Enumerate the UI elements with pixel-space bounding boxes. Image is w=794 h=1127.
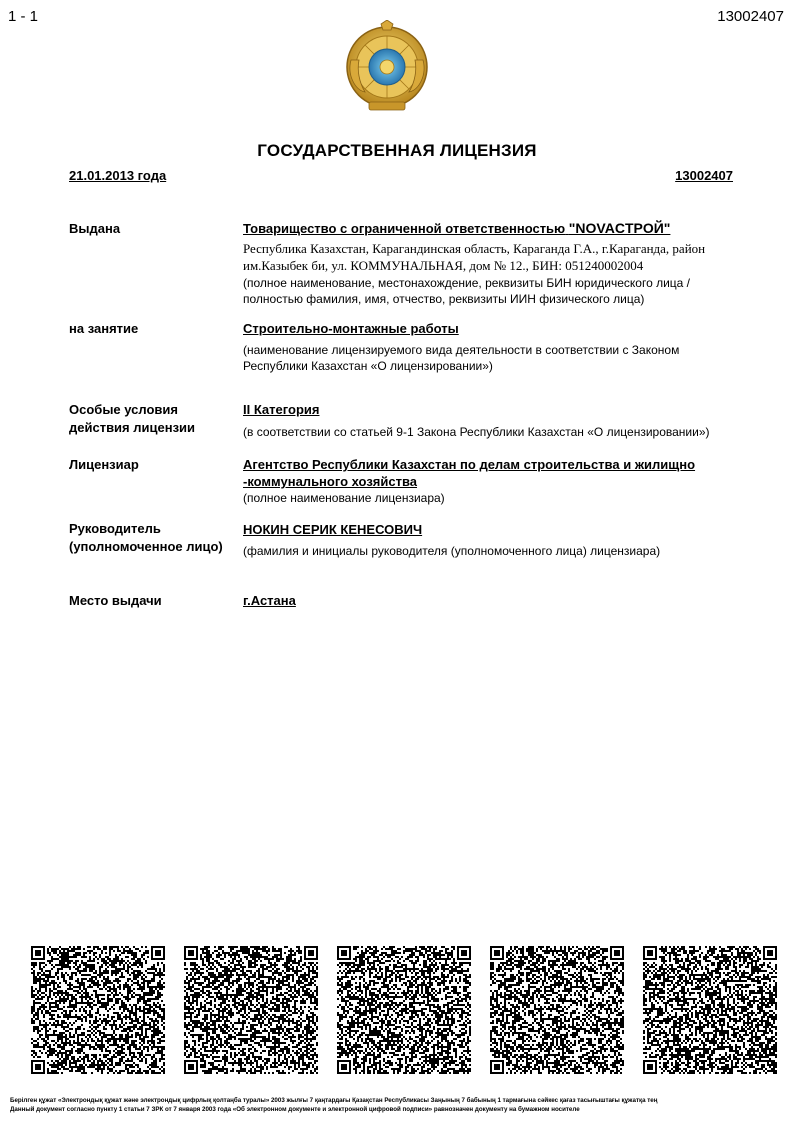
qr-modules (643, 946, 777, 1074)
qr-finder-pattern (644, 1061, 656, 1073)
qr-finder-pattern (491, 947, 503, 959)
license-number-corner: 13002407 (717, 8, 784, 25)
issued-to-company-name: "NOVACTPOЙ" (568, 220, 671, 236)
place-value: г.Астана (243, 593, 296, 608)
special-conditions-note: (в соответствии со статьей 9-1 Закона Республики Казахстан «О лицензировании») (243, 425, 710, 439)
qr-finder-pattern (338, 1061, 350, 1073)
footer-line-kz: Берілген құжат «Электрондық құжат және электрондық цифрлық қолтаңба туралы» 2003 жылғы 7 қаңтардағы Қазақстан Республикасы Заңының 7 бабының 1 тармағына сәйкес қағаз тасығыштағы құжатқа тең (10, 1097, 658, 1104)
licensor-label: Лицензиар (69, 457, 139, 472)
qr-finder-pattern (338, 947, 350, 959)
qr-finder-pattern (611, 947, 623, 959)
qr-code-3 (337, 946, 471, 1074)
issued-to-prefix: Товарищество с ограниченной ответственностью (243, 221, 566, 236)
activity-value: Строительно-монтажные работы (243, 321, 459, 336)
licensor-value: Агентство Республики Казахстан по делам строительства и жилищно -коммунального хозяйства (243, 457, 696, 489)
qr-finder-pattern (764, 947, 776, 959)
qr-modules (337, 946, 471, 1074)
issued-to-note: (полное наименование, местонахождение, реквизиты БИН юридического лица / полностью фамилия, имя, отчество, реквизиты ИИН физического лица) (243, 276, 691, 306)
qr-finder-pattern (152, 947, 164, 959)
qr-modules (490, 946, 624, 1074)
special-conditions-value: II Категория (243, 402, 320, 417)
special-conditions-label (69, 401, 195, 437)
issue-date: 21.01.2013 года (69, 168, 167, 183)
head-note: (фамилия и инициалы руководителя (уполномоченного лица) лицензиара) (243, 544, 661, 558)
qr-finder-pattern (32, 947, 44, 959)
issued-to-address: Республика Казахстан, Карагандинская область, Караганда Г.А., г.Караганда, район им.Казыбек би, ул. КОММУНАЛЬНАЯ, дом № 12., БИН: 051240002004 (243, 241, 706, 273)
activity-note: (наименование лицензируемого вида деятельности в соответствии с Законом Республики Казахстан «О лицензировании») (243, 343, 680, 373)
qr-modules (184, 946, 318, 1074)
issued-to-value (243, 220, 738, 237)
qr-modules (31, 946, 165, 1074)
qr-finder-pattern (644, 947, 656, 959)
qr-finder-pattern (32, 1061, 44, 1073)
qr-finder-pattern (305, 947, 317, 959)
document-title: ГОСУДАРСТВЕННАЯ ЛИЦЕНЗИЯ (257, 141, 537, 160)
qr-code-4 (490, 946, 624, 1074)
footer-line-ru: Данный документ согласно пункту 1 статьи 7 ЗРК от 7 января 2003 года «Об электронном документе и электронной цифровой подписи» равнозначен документу на бумажном носителе (10, 1106, 580, 1113)
licensor-note: (полное наименование лицензиара) (243, 491, 445, 505)
head-label-line2: (уполномоченное лицо) (69, 539, 223, 554)
head-label (69, 520, 223, 556)
qr-code-2 (184, 946, 318, 1074)
special-conditions-label-line1: Особые условия (69, 402, 178, 417)
qr-finder-pattern (185, 1061, 197, 1073)
qr-code-1 (31, 946, 165, 1074)
head-label-line1: Руководитель (69, 521, 161, 536)
kazakhstan-state-emblem-icon (345, 20, 429, 114)
qr-finder-pattern (185, 947, 197, 959)
qr-finder-pattern (491, 1061, 503, 1073)
head-value: НОКИН СЕРИК КЕНЕСОВИЧ (243, 522, 423, 537)
special-conditions-label-line2: действия лицензии (69, 420, 196, 435)
license-number: 13002407 (675, 168, 733, 183)
place-label: Место выдачи (69, 593, 162, 608)
issued-to-label: Выдана (69, 221, 121, 236)
qr-code-5 (643, 946, 777, 1074)
page-counter: 1 - 1 (8, 8, 39, 25)
activity-label: на занятие (69, 321, 139, 336)
qr-finder-pattern (458, 947, 470, 959)
